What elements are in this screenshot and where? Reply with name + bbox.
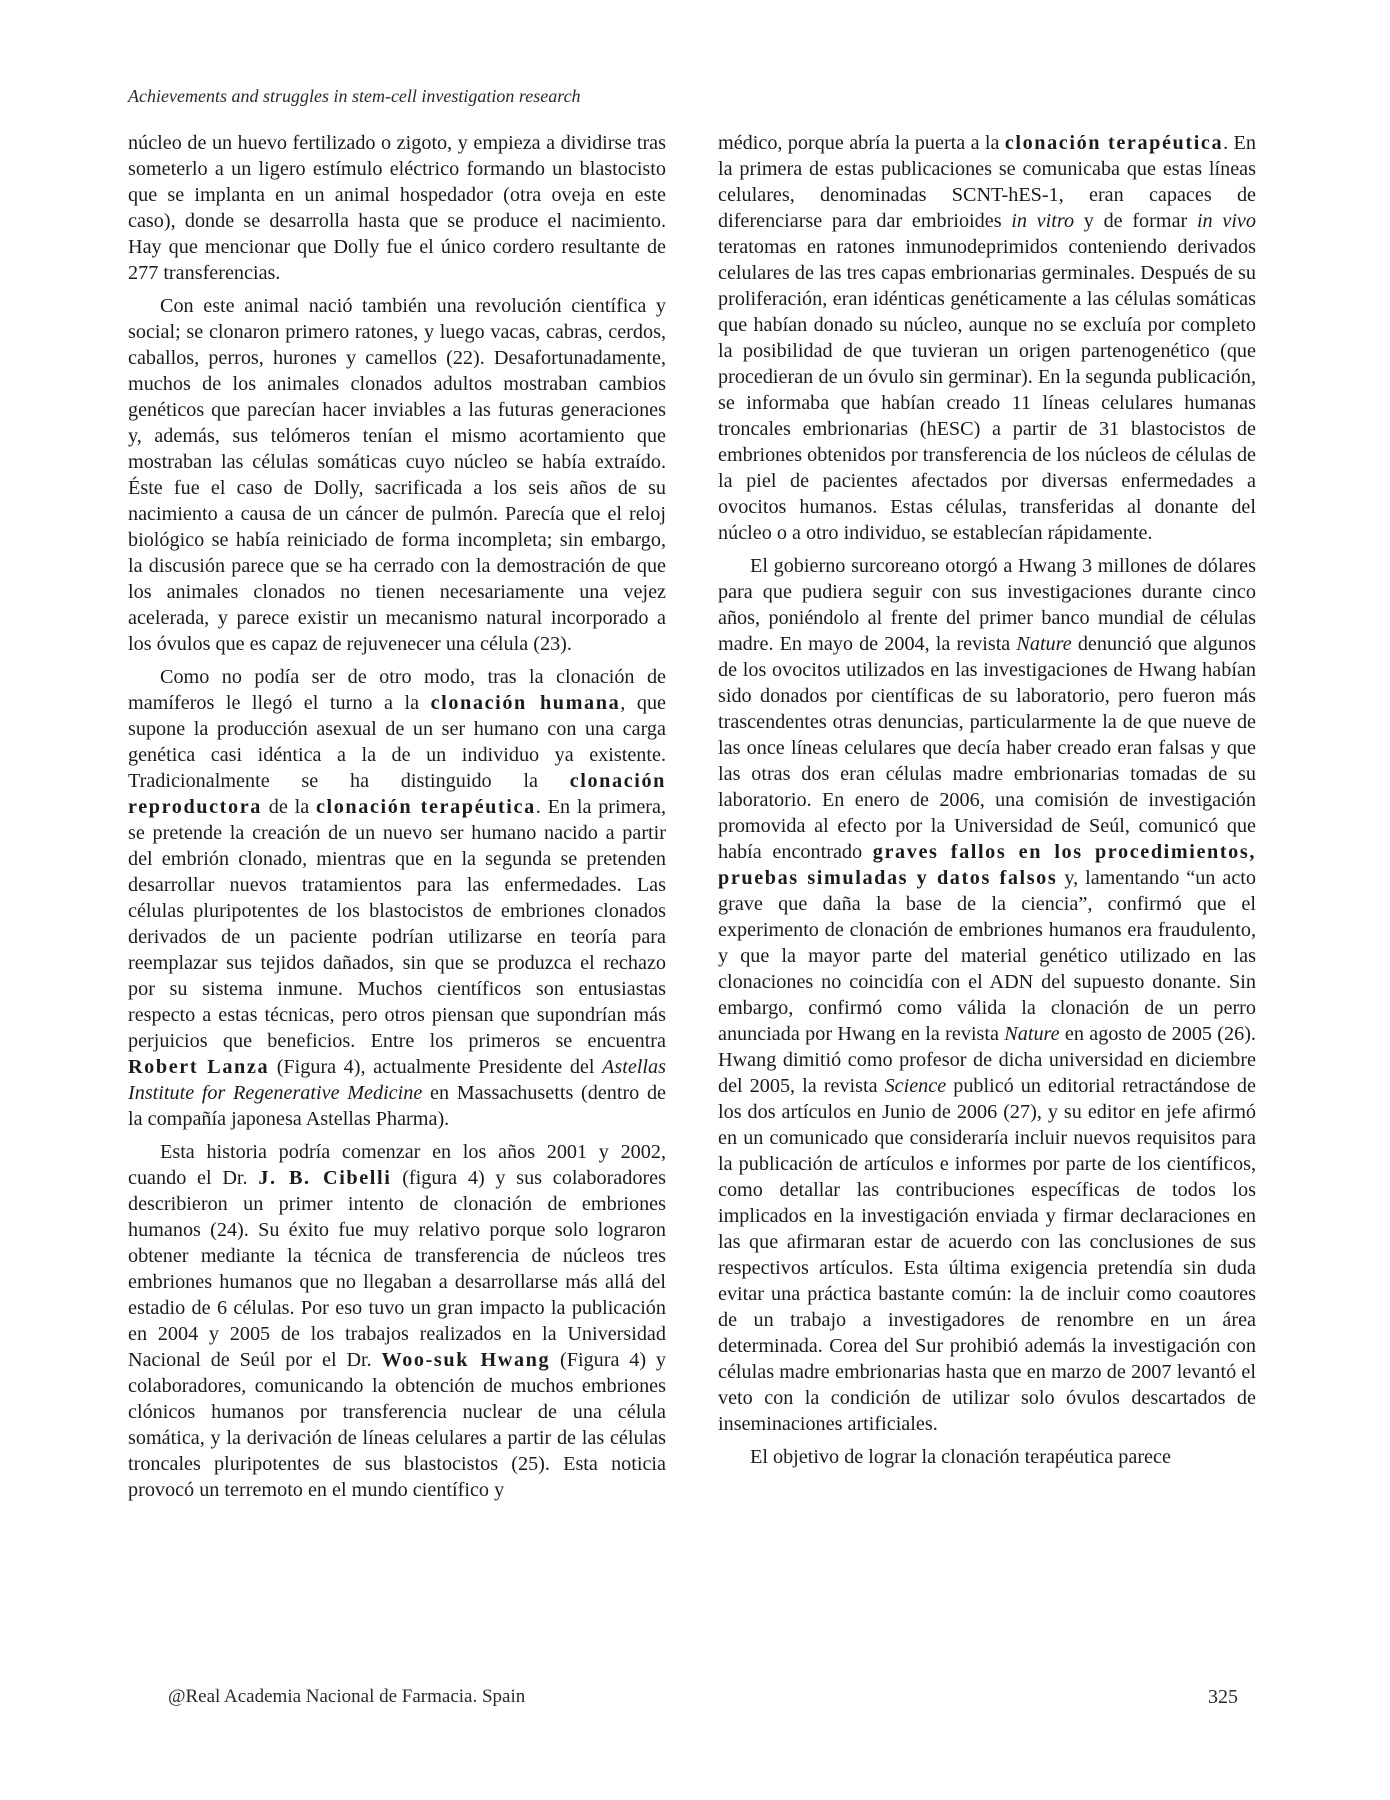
- body-text: de la: [261, 796, 316, 818]
- copyright-notice: @Real Academia Nacional de Farmacia. Spain: [168, 1686, 526, 1707]
- body-text: teratomas en ratones inmunodeprimidos conteniendo derivados celulares de las tres capas embrionarias germinales. Después de su proliferación, eran idénticas genéticamente a las células somáticas que habían donado su núcleo, aunque no se excluía por completo la posibilidad de que tuvieran un origen partenogenético (que procedieran de un óvulo sin germinar). En la segunda publicación, se informaba que habían creado 11 líneas celulares humanas troncales embrionarias (hESC) a partir de 31 blastocistos de embriones obtenidos por transferencia de los núcleos de células de la piel de pacientes afectados por diversas enfermedades a ovocitos humanos. Estas células, transferidas al donante del núcleo o a otro individuo, se establecían rápidamente.: [718, 236, 1256, 544]
- body-text: El gobierno surcoreano otorgó a Hwang 3 millones de dólares para que pudiera seguir con sus investigaciones durante cinco años, poniéndolo al frente del primer banco mundial de células madre. En mayo de 2004, la revista: [718, 555, 1256, 655]
- bold-term: clonación humana: [430, 692, 621, 714]
- running-title: Achievements and struggles in stem-cell investigation research: [128, 86, 581, 106]
- body-text: en Massachusetts (dentro de la compañía japonesa Astellas Pharma).: [128, 1082, 666, 1130]
- bold-name: J. B. Cibelli: [258, 1167, 392, 1189]
- paragraph: [128, 130, 666, 286]
- bold-term: graves fallos en los procedimientos, pruebas simuladas y datos falsos: [718, 841, 1256, 889]
- page-footer: [0, 1686, 1390, 1716]
- body-text: Con este animal nació también una revolución científica y social; se clonaron primero ratones, y luego vacas, cabras, cerdos, caballos, perros, hurones y camellos (22). Desafortunadamente, muchos de los animales clonados adultos mostraban cambios genéticos que parecían hacer inviables a las futuras generaciones y, además, sus telómeros tenían el mismo acortamiento que mostraban las células somáticas cuyo núcleo se había extraído. Éste fue el caso de Dolly, sacrificada a los seis años de su nacimiento a causa de un cáncer de pulmón. Parecía que el reloj biológico se había reiniciado de forma incompleta; sin embargo, la discusión parece que se ha cerrado con la demostración de que los animales clonados no tienen necesariamente una vejez acelerada, y parece existir un mecanismo natural incorporado a los óvulos que es capaz de rejuvenecer una célula (23).: [128, 295, 666, 655]
- body-text: publicó un editorial retractándose de los dos artículos en Junio de 2006 (27), y su editor en jefe afirmó en un comunicado que consideraría incluir nuevos requisitos para la publicación de artículos e informes por parte de los científicos, como detallar las contribuciones específicas de todos los implicados en la investigación enviada y firmar declaraciones en las que afirmaran estar de acuerdo con las conclusiones de sus respectivos artículos. Esta última exigencia pretendía sin duda evitar una práctica bastante común: la de incluir como coautores de un trabajo a investigadores de renombre en un área determinada. Corea del Sur prohibió además la investigación con células madre embrionarias hasta que en marzo de 2007 levantó el veto con la condición de utilizar solo óvulos descartados de inseminaciones artificiales.: [718, 1075, 1256, 1435]
- body-text: en agosto de 2005 (26). Hwang dimitió como profesor de dicha universidad en diciembre del 2005, la revista: [718, 1023, 1256, 1097]
- italic-text: in vitro: [1011, 210, 1075, 232]
- italic-text: in vivo: [1196, 210, 1256, 232]
- bold-name: Robert Lanza: [128, 1056, 270, 1078]
- body-text: Esta historia podría comenzar en los años 2001 y 2002, cuando el Dr.: [128, 1141, 666, 1189]
- body-text: . En la primera, se pretende la creación de un nuevo ser humano nacido a partir del embrión clonado, mientras que en la segunda se pretenden desarrollar nuevos tratamientos para las enfermedades. Las células pluripotentes de los blastocistos de embriones clonados derivados de un paciente podrían utilizarse en teoría para reemplazar sus tejidos dañados, sin que se produzca el rechazo por su sistema inmune. Muchos científicos son entusiastas respecto a estas técnicas, pero otros piensan que supondrían más perjuicios que beneficios. Entre los primeros se encuentra: [128, 796, 667, 1052]
- body-text: . En la primera de estas publicaciones se comunicaba que estas líneas celulares, denominadas SCNT-hES-1, eran capaces de diferenciarse para dar embrioides: [718, 132, 1256, 232]
- italic-text: Astellas Institute for Regenerative Medicine: [128, 1056, 666, 1104]
- bold-term: clonación reproductora: [128, 770, 666, 818]
- body-text: y, lamentando “un acto grave que daña la base de la ciencia”, confirmó que el experimento de clonación de embriones humanos era fraudulento, y que la mayor parte del material genético utilizado en las clonaciones no coincidía con el ADN del supuesto donante. Sin embargo, confirmó como válida la clonación de un perro anunciada por Hwang en la revista: [718, 867, 1256, 1045]
- paragraph: [718, 553, 1256, 1437]
- left-column: [128, 130, 666, 1503]
- body-text: y de formar: [1074, 210, 1197, 232]
- body-text: , que supone la producción asexual de un ser humano con una carga genética casi idéntica a la de un individuo ya existente. Tradicionalmente se ha distinguido la: [128, 692, 666, 792]
- paragraph: [128, 1139, 666, 1503]
- paragraph: [718, 1444, 1256, 1470]
- right-column: [718, 130, 1256, 1470]
- paragraph: [128, 293, 666, 657]
- body-text: denunció que algunos de los ovocitos utilizados en las investigaciones de Hwang habían sido donados por científicas de su laboratorio, pero fueron más trascendentes otras denuncias, particularmente la de que nueve de las once líneas celulares que decía haber creado eran falsas y que las otras dos eran células madre embrionarias tomadas de su laboratorio. En enero de 2006, una comisión de investigación promovida al efecto por la Universidad de Seúl, comunicó que había encontrado: [718, 633, 1256, 863]
- bold-name: Woo-suk Hwang: [381, 1349, 551, 1371]
- bold-term: clonación terapéutica: [315, 796, 536, 818]
- body-text: (Figura 4) y colaboradores, comunicando la obtención de muchos embriones clónicos humanos por transferencia nuclear de una célula somática, y la derivación de líneas celulares a partir de las células troncales pluripotentes de sus blastocistos (25). Esta noticia provocó un terremoto en el mundo científico y: [128, 1349, 666, 1501]
- bold-term: clonación terapéutica: [1004, 132, 1224, 154]
- page-number: 325: [1208, 1686, 1238, 1708]
- italic-text: Science: [884, 1075, 947, 1097]
- body-text: Como no podía ser de otro modo, tras la clonación de mamíferos le llegó el turno a la: [128, 666, 666, 714]
- body-text: (Figura 4), actualmente Presidente del: [269, 1056, 603, 1078]
- italic-text: Nature: [1016, 633, 1072, 655]
- paragraph: [718, 130, 1256, 546]
- body-text: núcleo de un huevo fertilizado o zigoto, y empieza a dividirse tras someterlo a un ligero estímulo eléctrico formando un blastocisto que se implanta en un animal hospedador (otra oveja en este caso), donde se desarrolla hasta que se produce el nacimiento. Hay que mencionar que Dolly fue el único cordero resultante de 277 transferencias.: [128, 132, 666, 284]
- paragraph: [128, 664, 666, 1132]
- body-text: (figura 4) y sus colaboradores describieron un primer intento de clonación de embriones humanos (24). Su éxito fue muy relativo porque solo lograron obtener mediante la técnica de transferencia de núcleos tres embriones humanos que no llegaban a desarrollarse más allá del estadio de 6 células. Por eso tuvo un gran impacto la publicación en 2004 y 2005 de los trabajos realizados en la Universidad Nacional de Seúl por el Dr.: [128, 1167, 666, 1371]
- italic-text: Nature: [1004, 1023, 1060, 1045]
- body-text: médico, porque abría la puerta a la: [718, 132, 1005, 154]
- body-text: El objetivo de lograr la clonación terapéutica parece: [750, 1446, 1171, 1468]
